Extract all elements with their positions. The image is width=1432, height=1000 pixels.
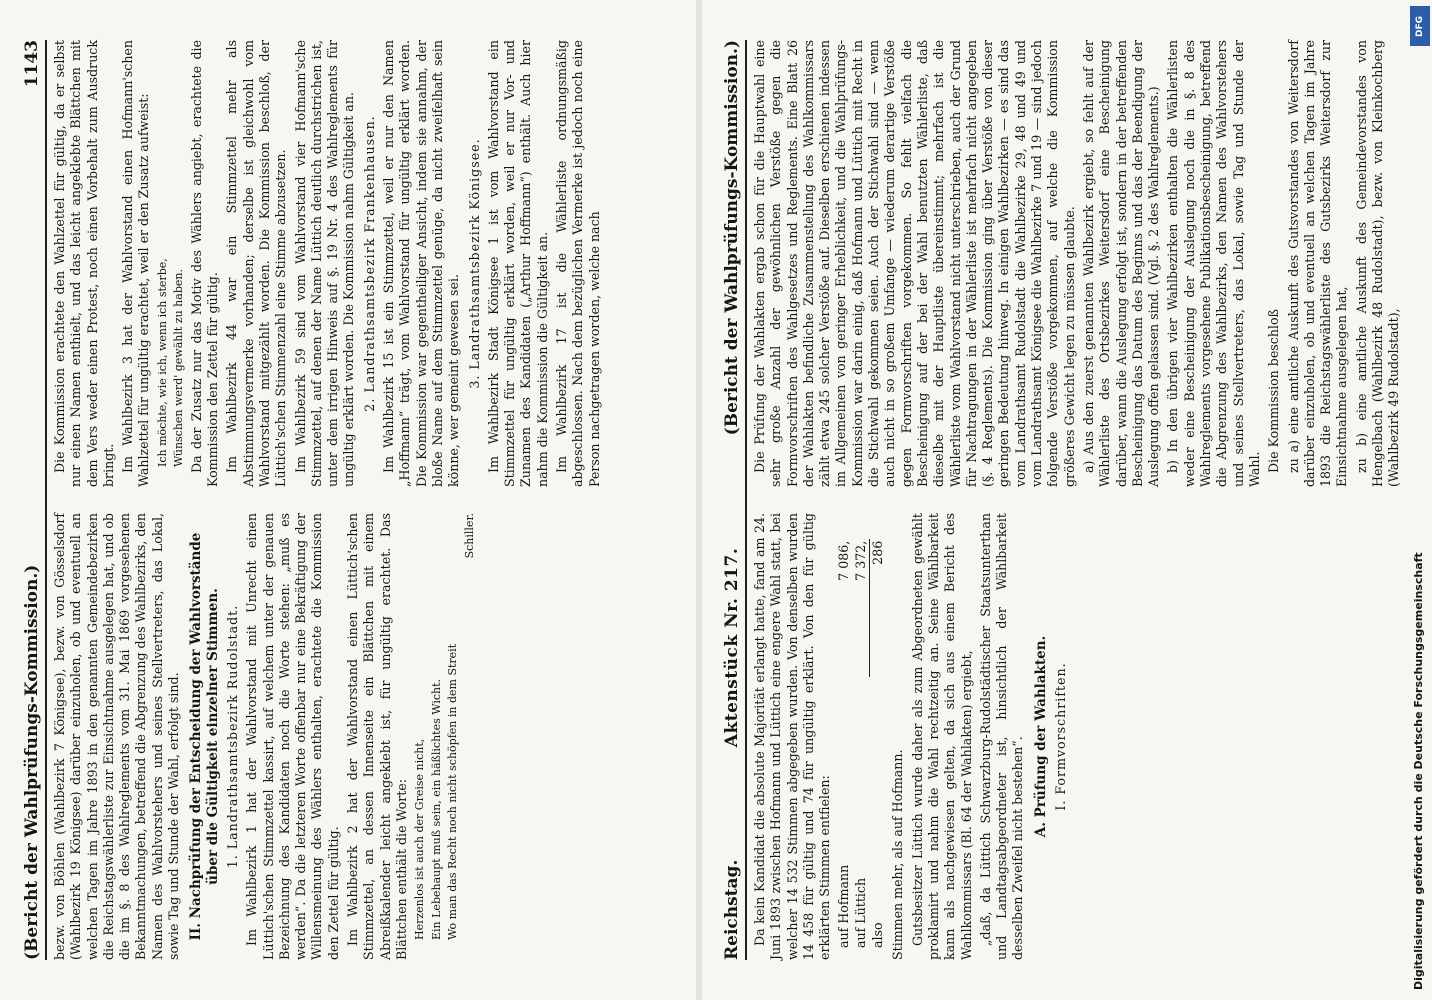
left-page-header bbox=[712, 40, 747, 960]
paragraph: Die Prüfung der Wahlakten ergab schon für die Hauptwahl eine sehr große Anzahl der gewöhnlichen Verstöße gegen die Formvorschriften des Wahlgesetzes und Reglements. Eine Blatt 26 der Wahlakten befindliche Zusammenstellung des Wahlkommissars zählt etwa 245 solcher Verstöße auf. Dieselben erschienen indessen im Allgemeinen von geringer Erheblichkeit, und die Wahlprüfungs-Kommission war darin einig, daß Hofmann und Lüttich mit Recht in die Stichwahl gekommen seien. Auch der Stichwahl sind — wenn auch nicht in so großem Umfange — wiederum derartige Verstöße gegen Formvorschriften vorgekommen. So fehlt vielfach die Bescheinigung auf der bei der Wahl benutzten Wählerliste, daß dieselbe mit der Hauptliste übereinstimmt; mehrfach ist die Wählerliste vom Wahlvorstand nicht unterschrieben, auch der Grund für Nachtragungen in der Wählerliste ist mehrfach nicht angegeben (§. 4 Reglements). Die Kommission ging über Verstöße von dieser geringen Bedeutung hinweg. In einigen Wahlbezirken — es sind das vom Landrathsamt Rudolstadt die Wahlbezirke 29, 48 und 49 und vom Landrathsamt Königsee die Wahlbezirke 7 und 19 — sind jedoch folgende Verstöße vorgekommen, auf welche die Kommission größeres Gewicht legen zu müssen glaubte. bbox=[752, 40, 1077, 487]
dfg-logo: DFG bbox=[1410, 6, 1430, 46]
right-page-header bbox=[12, 40, 47, 960]
paragraph: Die Kommission beschloß bbox=[1266, 309, 1282, 473]
header-bericht: (Bericht der Wahlprüfungs-Kommission.) bbox=[722, 40, 742, 436]
credit-text: Digitalisierung gefördert durch die Deutsche Forschungsgemeinschaft bbox=[1412, 552, 1425, 990]
paragraph: zu b) eine amtliche Auskunft des Gemeindevorstandes von Hengelbach (Wahlbezirk 48 Rudolstadt), bezw. von Kleinkochberg (Wahlbezirk 49 Rudolstadt), bbox=[1353, 40, 1402, 487]
tally-label: auf Hofmann bbox=[836, 864, 852, 948]
page-number: 1143 bbox=[22, 40, 42, 88]
paragraph: Im Wahlbezirk 44 war ein Stimmzettel mehr als Abstimmungsvermerke vorhanden; derselbe ist gleichwohl vom Wahlvorstand mitgezählt worden. Die Kommission beschloß, der Lüttich'schen Stimmenzahl eine Stimme abzusetzen. bbox=[224, 40, 289, 487]
digitization-credit bbox=[1406, 0, 1432, 1000]
right-header-left: (Bericht der Wahlprüfungs-Kommission.) bbox=[22, 564, 42, 960]
left-column-1 bbox=[752, 513, 1390, 960]
tally-row bbox=[836, 539, 852, 950]
section-heading-a: A. Prüfung der Wahlakten. bbox=[1032, 635, 1049, 838]
paragraph: Im Wahlbezirk 1 hat der Wahlvorstand mit Unrecht einen Lüttich'schen Stimmzettel kassirt, auf welchem unter der genauen Bezeichnung des Kandidaten noch die Worte stehen: „muß es werden“. Da die letzteren Worte offenbar nur eine Bekräftigung der Willensmeinung des Wählers enthalten, erachtete die Kommission den Zettel für gültig. bbox=[244, 513, 341, 960]
paragraph: Im Wahlbezirk 3 hat der Wahlvorstand einen Hofmann'schen Wahlzettel für ungültig erachtet, weil er den Zusatz aufweist: bbox=[120, 40, 152, 487]
tally-value: 7 372, bbox=[852, 540, 868, 581]
subsection-formvorschriften: I. Formvorschriften. bbox=[1053, 662, 1069, 811]
header-aktenstueck: Aktenstück Nr. 217. bbox=[722, 547, 742, 748]
paragraph: a) Aus den zuerst genannten Wahlbezirk ergiebt, so fehlt auf der Wählerliste des Ortsbezirkes Weitersdorf eine Bescheinigung darüber, wann die Auslegung erfolgt ist, sondern in der betreffenden Bescheinigung das Datum des Beginns und das der Beendigung der Auslegung offen gelassen sind. (Vgl. §. 2 des Wahlreglements.) bbox=[1080, 40, 1162, 487]
tally-row bbox=[870, 539, 887, 950]
paragraph: Da kein Kandidat die absolute Majorität erlangt hatte, fand am 24. Juni 1893 zwischen Hofmann und Lüttich eine engere Wahl statt, bei welcher 14 532 Stimmen abgegeben wurden. Von denselben wurden 14 458 für gültig und 74 für ungültig erklärt. Von den für gültig erklärten Stimmen entfielen: bbox=[752, 513, 833, 960]
right-column-2 bbox=[52, 40, 690, 487]
right-page bbox=[0, 0, 700, 1000]
tally-value: 286 bbox=[870, 539, 887, 677]
tally-label: auf Lüttich bbox=[853, 877, 869, 948]
paragraph: b) In den übrigen vier Wahlbezirken enthalten die Wählerlisten weder eine Bescheinigung der Auslegung noch die in §. 8 des Wahlreglements vorgesehene Publikationsbescheinigung, betreffend die Abgrenzung des Wahlbezirks, den Namen des Wahlvorstehers und seines Stellvertreters, das Lokal, sowie Tag und Stunde der Wahl. bbox=[1165, 40, 1262, 487]
subsection-frankenhausen: 2. Landrathsamtsbezirk Frankenhausen. bbox=[361, 115, 377, 412]
left-column-2 bbox=[752, 40, 1402, 487]
paragraph: Im Wahlbezirk 59 sind vom Wahlvorstand vier Hofmann'sche Stimmzettel, auf denen der Name Lüttich deutlich durchstrichen ist, unter dem irrigen Hinweis auf §. 19 Nr. 4 des Wahlreglements für ungültig erklärt worden. Die Kommission nahm Gültigkeit an. bbox=[292, 40, 357, 487]
paragraph: Im Wahlbezirk 15 ist ein Stimmzettel, weil er nur den Namen „Hoffmann“ trägt, vom Wahlvorstand für ungültig erklärt worden. Die Kommission war gegentheiliger Ansicht, indem sie annahm, der bloße Name auf dem Stimmzettel genüge, da nicht zweifelhaft sein könne, wer gemeint gewesen sei. bbox=[381, 40, 462, 487]
paragraph: Stimmen mehr, als auf Hofmann. bbox=[890, 749, 906, 960]
verse-line: Ein Lebehaupt muß sein, ein häßlichtes Wicht. bbox=[429, 678, 443, 940]
paragraph: „daß, da Lüttich Schwarzburg-Rudolstädtischer Staatsunterthan und Landtagsabgeordneter ist, hinsichtlich der Wählbarkeit desselben Zweifel nicht bestehen“. bbox=[977, 513, 1026, 960]
left-page bbox=[700, 0, 1400, 1000]
tally-label: also bbox=[869, 922, 885, 948]
subsection-koenigsee: 3. Landrathsamtsbezirk Königsee. bbox=[466, 138, 482, 389]
paragraph: Die Kommission erachtete den Wahlzettel für gültig, da er selbst nur einen Namen enthielt, und das leicht angeklebte Blättchen mit dem Vers weder einen Protest, noch einen Vorbehalt zum Ausdruck bringt. bbox=[52, 40, 116, 487]
verse-line: Wo man das Recht noch nicht schöpfen in dem Streit bbox=[446, 643, 460, 940]
paragraph: Im Wahlbezirk 2 hat der Wahlvorstand einen Lüttich'schen Stimmzettel, an dessen Innenseite ein Blättchen mit einem Abreißkalender leicht angeklebt ist, für ungültig erachtet. Das Blättchen enthält die Worte: bbox=[345, 513, 409, 960]
verse-author: Schiller. bbox=[462, 513, 476, 559]
paragraph: bezw. von Böhlen (Wahlbezirk 7 Königsee), bezw. von Gösselsdorf (Wahlbezirk 19 Königsee) darüber einzuholen, ob und eventuell an welchen Tagen im Jahre 1893 in den genannten Gemeindebezirken die Reichstagswählerliste zur Einsichtnahme ausgelegen hat, und ob die im §. 8 des Wahlreglements vom 31. Mai 1869 vorgesehenen Bekanntmachungen, betreffend die Abgrenzung des Wahlbezirks, den Namen des Wahlvorstehers und seines Stellvertreters, das Lokal, sowie Tag und Stunde der Wahl, erfolgt sind. bbox=[52, 513, 182, 960]
tally-value: 7 086, bbox=[836, 540, 852, 581]
paragraph: Da der Zusatz nur das Motiv des Wählers angiebt, erachtete die Kommission den Zettel für gültig. bbox=[188, 40, 221, 487]
tally-row bbox=[853, 539, 870, 950]
paragraph: zu a) eine amtliche Auskunft des Gutsvorstandes von Weitersdorf darüber einzuholen, ob und eventuell an welchen Tagen im Jahre 1893 die Reichstagswählerliste des Gutsbezirks Weitersdorf zur Einsichtnahme ausgelegen hat, bbox=[1285, 40, 1350, 487]
paragraph: Im Wahlbezirk Stadt Königsee 1 ist vom Wahlvorstand ein Stimmzettel für ungültig erklärt worden, weil er nur Vor- und Zunamen des Kandidaten („Arthur Hoffmann“) enthält. Auch hier nahm die Kommission die Gültigkeit an. bbox=[485, 40, 550, 487]
right-column-1 bbox=[52, 513, 690, 960]
paragraph: Im Wahlbezirk 17 ist die Wählerliste ordnungsmäßig abgeschlossen. Nach dem bezüglichen Vermerke ist jedoch noch eine Person nachgetragen worden, welche nach bbox=[554, 40, 602, 487]
section-heading-ii: II. Nachprüfung der Entscheidung der Wahlvorstände über die Gültigkeit einzelner Stimmen. bbox=[188, 532, 221, 941]
header-reichstag: Reichstag. bbox=[722, 859, 742, 960]
verse-line: Wünschen werd' gewählt zu haben. bbox=[172, 269, 186, 467]
subsection-rudolstadt: 1. Landrathsamtsbezirk Rudolstadt. bbox=[224, 604, 240, 869]
paragraph: Gutsbesitzer Lüttich wurde daher als zum Abgeordneten gewählt proklamirt und nahm die Wahl rechtzeitig an. Seine Wählbarkeit kann als nachgewiesen gelten, da sich aus einem Bericht des Wahlkommissars (Bl. 64 der Wahlakten) ergiebt, bbox=[909, 513, 974, 960]
vote-tally bbox=[836, 539, 886, 950]
verse-line: Herzenlos ist auch der Greise nicht, bbox=[413, 738, 427, 940]
verse-line: Ich möchte, wie ich, wenn ich sterbe, bbox=[155, 258, 169, 467]
